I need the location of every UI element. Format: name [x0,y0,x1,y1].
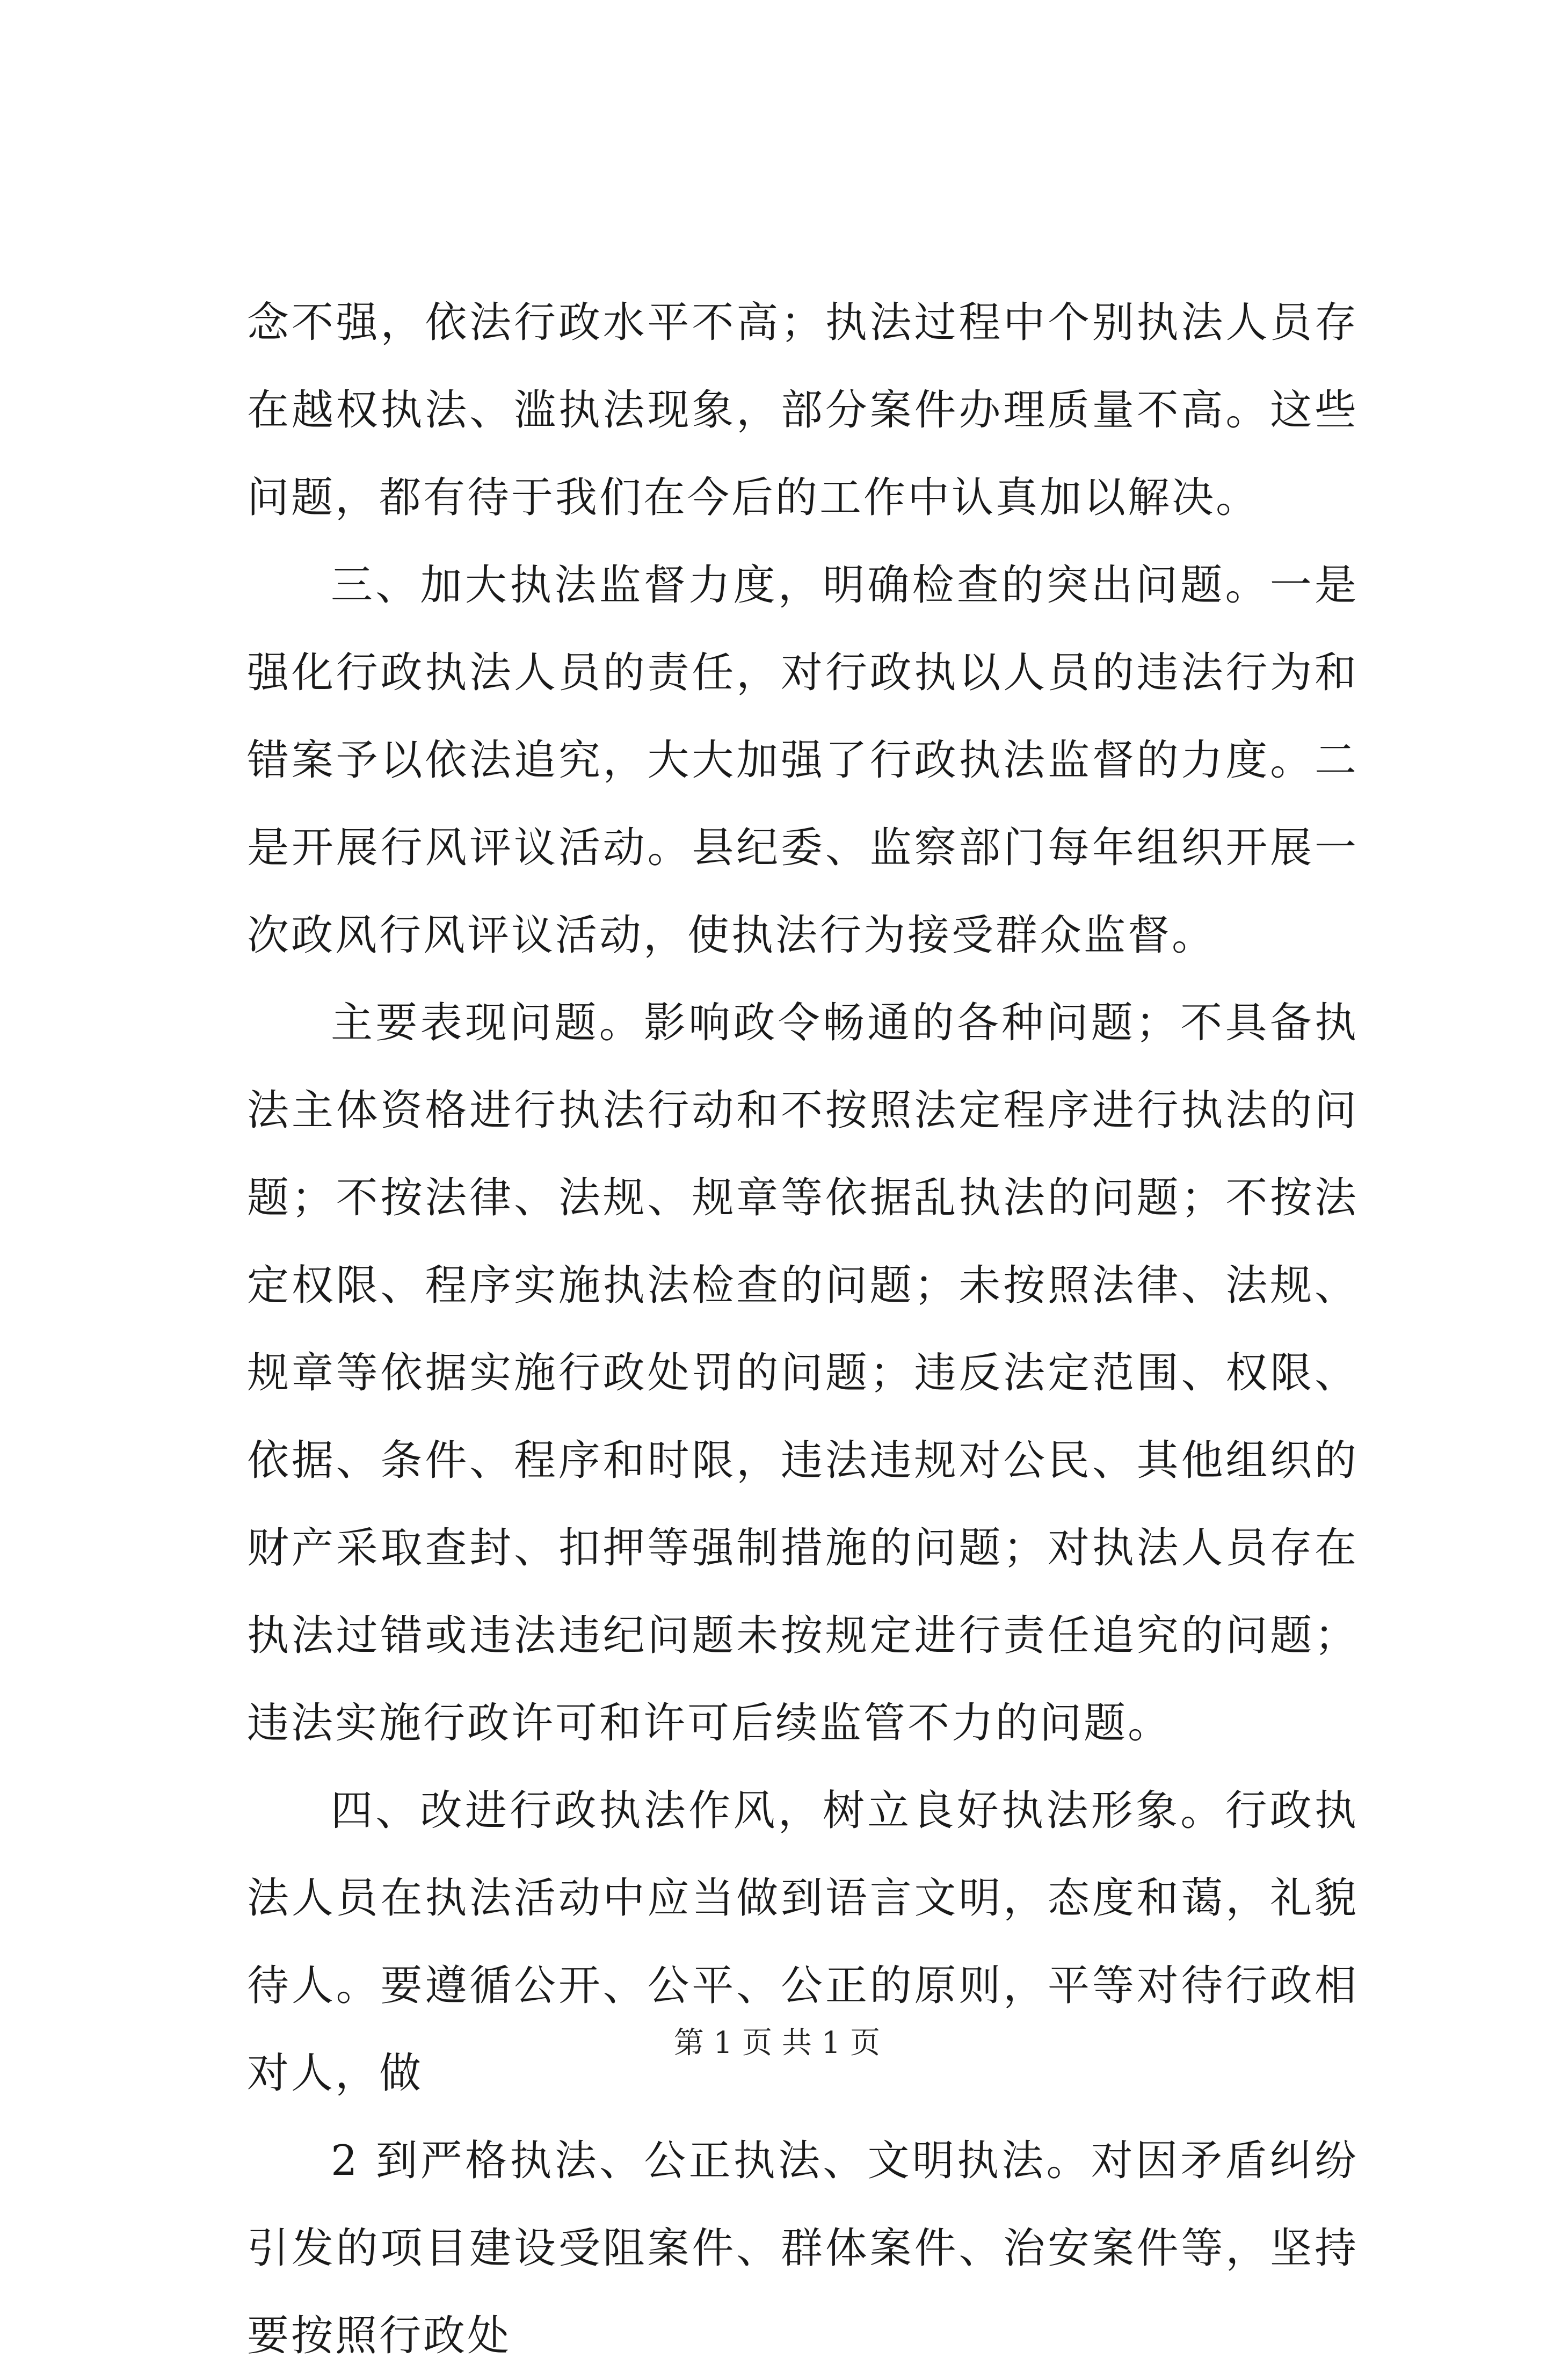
paragraph-4: 四、改进行政执法作风，树立良好执法形象。行政执法人员在执法活动中应当做到语言文明，态度和蔼，礼貌待人。要遵循公开、公平、公正的原则，平等对待行政相对人，做 [247,1787,1359,2098]
paragraph-1: 念不强，依法行政水平不高；执法过程中个别执法人员存在越权执法、滥执法现象，部分案件办理质量不高。这些问题，都有待于我们在今后的工作中认真加以解决。 [247,299,1359,522]
document-body [247,279,1359,2380]
page-number-footer: 第 1 页 共 1 页 [673,2026,881,2060]
paragraph-3: 主要表现问题。影响政令畅通的各种问题；不具备执法主体资格进行执法行动和不按照法定程序进行执法的问题；不按法律、法规、规章等依据乱执法的问题；不按法定权限、程序实施执法检查的问题；未按照法律、法规、规章等依据实施行政处罚的问题；违反法定范围、权限、依据、条件、程序和时限，违法违规对公民、其他组织的财产采取查封、扣押等强制措施的问题；对执法人员存在执法过错或违法违纪问题未按规定进行责任追究的问题；违法实施行政许可和许可后续监管不力的问题。 [247,999,1359,1747]
paragraph-5: 2 到严格执法、公正执法、文明执法。对因矛盾纠纷引发的项目建设受阻案件、群体案件、治安案件等，坚持要按照行政处 [247,2137,1359,2360]
paragraph-2: 三、加大执法监督力度，明确检查的突出问题。一是强化行政执法人员的责任，对行政执以人员的违法行为和错案予以依法追究，大大加强了行政执法监督的力度。二是开展行风评议活动。县纪委、监察部门每年组织开展一次政风行风评议活动，使执法行为接受群众监督。 [247,561,1359,960]
